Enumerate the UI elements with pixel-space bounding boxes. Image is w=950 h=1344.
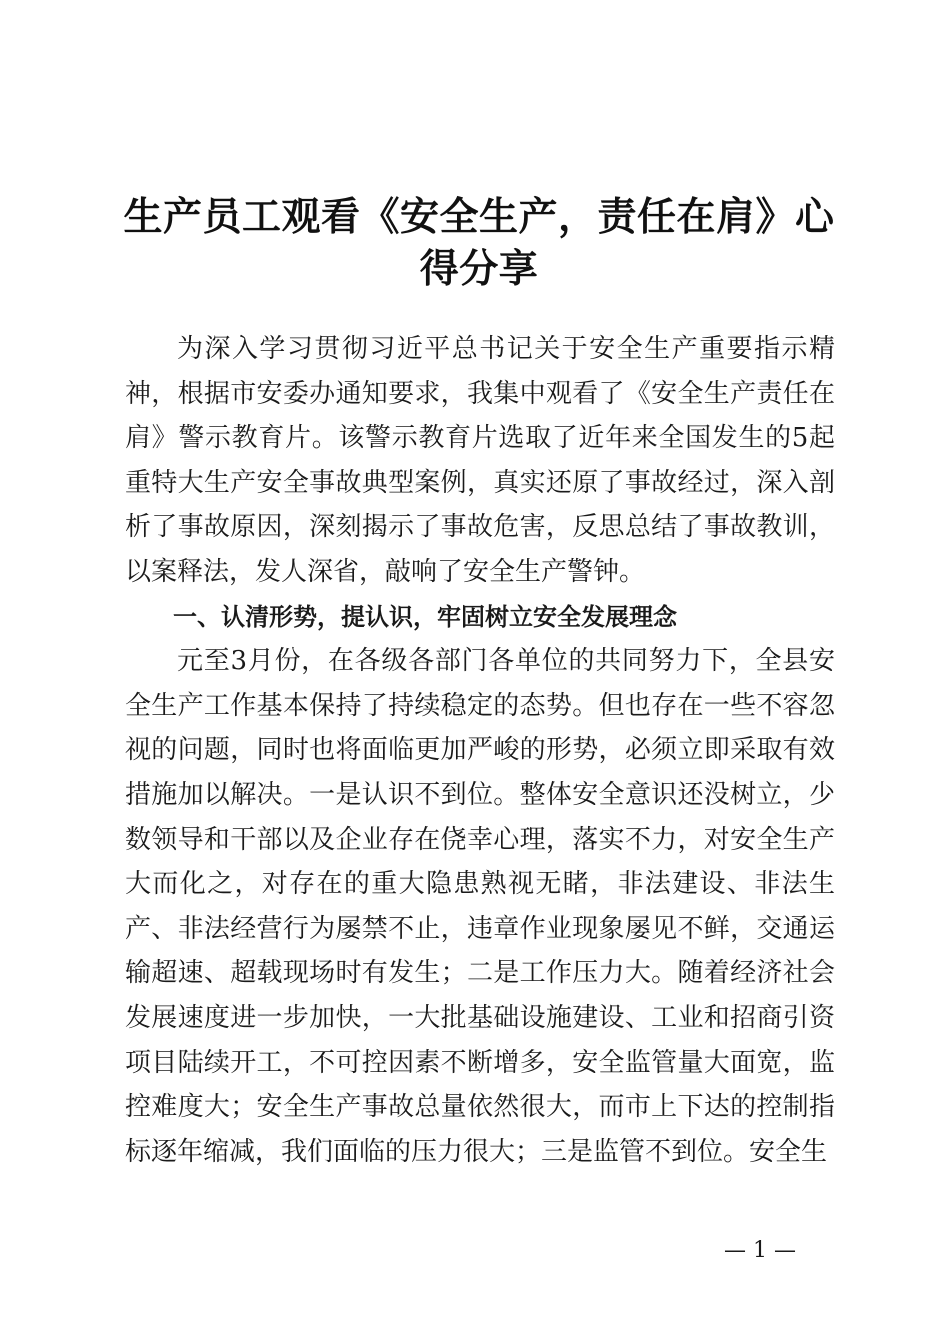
document-title: 生产员工观看《安全生产，责任在肩》心得分享	[123, 195, 835, 293]
section-heading: 一、认清形势，提认识，牢固树立安全发展理念	[173, 602, 677, 631]
page-number: — 1 —	[724, 1238, 796, 1263]
section-paragraph: 元至3月份，在各级各部门各单位的共同努力下，全县安全生产工作基本保持了持续稳定的态势。但也存在一些不容忽视的问题，同时也将面临更加严峻的形势，必须立即采取有效措施加以解决。一是认识不到位。整体安全意识还没树立，少数领导和干部以及企业存在侥幸心理，落实不力，对安全生产大而化之，对存在的重大隐患熟视无睹，非法建设、非法生产、非法经营行为屡禁不止，违章作业现象屡见不鲜，交通运输超速、超载现场时有发生；二是工作压力大。随着经济社会发展速度进一步加快，一大批基础设施建设、工业和招商引资项目陆续开工，不可控因素不断增多，安全监管量大面宽，监控难度大；安全生产事故总量依然很大，而市上下达的控制指标逐年缩减，我们面临的压力很大；三是监管不到位。安全生	[125, 646, 835, 1167]
intro-paragraph: 为深入学习贯彻习近平总书记关于安全生产重要指示精神，根据市安委办通知要求，我集中观看了《安全生产责任在肩》警示教育片。该警示教育片选取了近年来全国发生的5起重特大生产安全事故典型案例，真实还原了事故经过，深入剖析了事故原因，深刻揭示了事故危害，反思总结了事故教训，以案释法，发人深省，敲响了安全生产警钟。	[125, 334, 835, 587]
document-body	[125, 327, 835, 1174]
